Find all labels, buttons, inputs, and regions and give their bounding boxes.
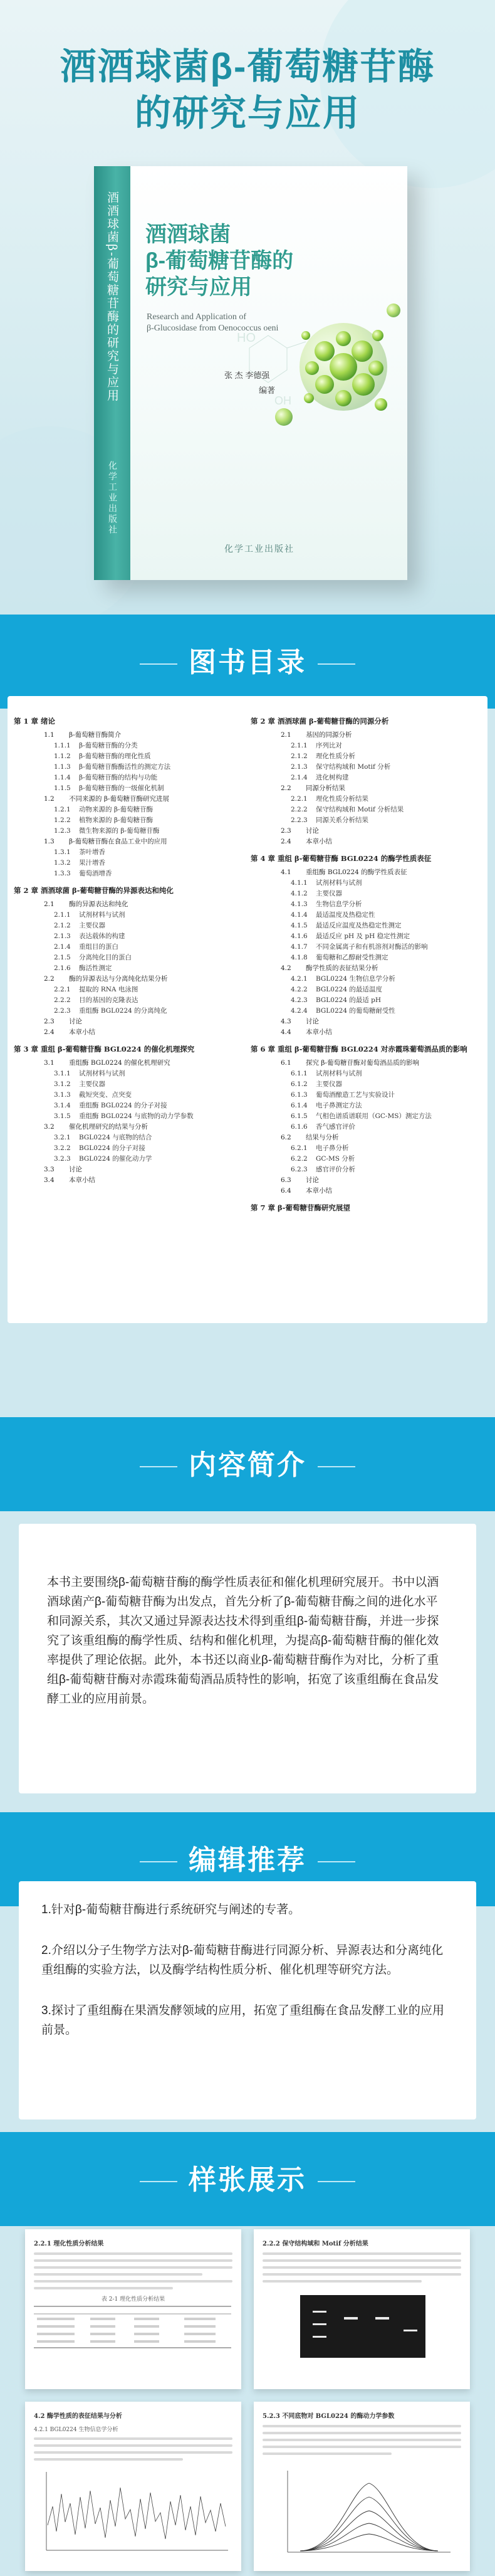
- toc-entry-text: 理化性质分析: [316, 752, 355, 760]
- toc-entry: [14, 942, 246, 953]
- toc-entry-number: 2.1.6: [54, 964, 71, 972]
- toc-entry-number: 1.1.5: [54, 784, 71, 792]
- toc-entry: [251, 805, 482, 815]
- toc-entry-text: BGL0224 的分子对接: [79, 1144, 145, 1152]
- cover-title-line3: 研究与应用: [145, 275, 252, 299]
- toc-entry-number: 2.1.1: [54, 911, 71, 919]
- toc-entry: [14, 1122, 246, 1132]
- toc-entry: [251, 942, 482, 953]
- sample-page-1-heading: 2.2.1 理化性质分析结果: [34, 2241, 104, 2247]
- toc-entry: [251, 899, 482, 910]
- toc-entry-number: 4.2.2: [291, 986, 308, 993]
- toc-entry: [14, 995, 246, 1006]
- toc-entry: [14, 931, 246, 942]
- toc-entry-number: 6.2: [281, 1134, 291, 1141]
- toc-entry-text: 不同金属离子和有机溶剂对酶活的影响: [316, 943, 428, 951]
- toc-entry-number: 6.4: [281, 1187, 291, 1195]
- toc-entry: [14, 794, 246, 805]
- toc-entry-text: 气相色谱质谱联用（GC-MS）测定方法: [316, 1112, 432, 1120]
- toc-entry-number: 2.2: [281, 784, 291, 792]
- toc-entry-text: 试剂材料与试剂: [79, 1070, 125, 1077]
- toc-entry-text: 催化机理研究的结果与分析: [69, 1123, 148, 1131]
- sample-page-2-figure: [263, 2292, 460, 2367]
- toc-entry-number: 1.3: [44, 838, 55, 845]
- toc-entry-number: 1.2.2: [54, 816, 71, 824]
- sample-page-3-subheading: 4.2.1 BGL0224 生物信息学分析: [34, 2427, 118, 2433]
- toc-entry-number: 4.1: [281, 868, 291, 876]
- toc-entry-number: 1.1.3: [54, 763, 71, 771]
- toc-chapter: 第 7 章 β-葡萄糖苷酶研究展望: [251, 1203, 350, 1212]
- toc-entry-number: 1.1: [44, 731, 55, 739]
- toc-entry-text: 香气感官评价: [316, 1123, 355, 1131]
- toc-chapter: 第 2 章 酒酒球菌 β-葡萄糖苷酶的同源分析: [251, 717, 389, 726]
- toc-entry: [14, 805, 246, 815]
- toc-entry-number: 4.1.6: [291, 932, 308, 940]
- toc-entry-text: β-葡萄糖苷酶酶活性的测定方法: [79, 763, 171, 771]
- toc-entry-number: 2.3: [44, 1018, 55, 1025]
- toc-entry: [14, 921, 246, 931]
- svg-text:HO: HO: [237, 331, 256, 345]
- toc-entry-text: 重组酶 BGL0224 的分离纯化: [79, 1007, 167, 1015]
- sample-page-1: [25, 2229, 241, 2389]
- toc-entry-number: 3.3: [44, 1166, 55, 1173]
- toc-entry: [14, 1143, 246, 1154]
- toc-entry-number: 6.1.3: [291, 1091, 308, 1099]
- toc-entry-number: 3.2: [44, 1123, 55, 1131]
- toc-entry: [14, 751, 246, 762]
- toc-entry-text: 保守结构域和 Motif 分析: [316, 763, 391, 771]
- book-front: [130, 166, 407, 580]
- toc-entry-text: 讨论: [306, 1018, 319, 1025]
- toc-entry: [251, 741, 482, 751]
- toc-entry: [251, 974, 482, 984]
- toc-entry-number: 4.1.8: [291, 954, 308, 961]
- toc-entry-text: 不同来源的 β-葡萄糖苷酶研究进展: [69, 795, 169, 803]
- toc-entry-text: 目的基因的克隆表达: [79, 996, 138, 1004]
- toc-entry-number: 3.1.5: [54, 1112, 71, 1120]
- toc-entry-number: 4.3: [281, 1018, 291, 1025]
- toc-entry-number: 1.3.3: [54, 870, 71, 877]
- toc-entry: [251, 995, 482, 1006]
- toc-entry-number: 2.2.2: [291, 806, 308, 813]
- toc-entry: [14, 1079, 246, 1090]
- toc-entry: [14, 847, 246, 858]
- toc-entry-text: 本章小结: [69, 1028, 95, 1036]
- recommend-list: [41, 1900, 455, 2061]
- toc-entry-text: 序列比对: [316, 742, 342, 749]
- toc-entry: [14, 1164, 246, 1175]
- toc-entry-text: 主要仪器: [79, 922, 105, 929]
- toc-entry: [251, 910, 482, 921]
- toc-entry: [14, 783, 246, 794]
- recommend-title: 编辑推荐: [0, 1837, 495, 1877]
- toc-entry-number: 1.2.3: [54, 827, 71, 835]
- toc-entry-text: 重组酶 BGL0224 的分子对接: [79, 1102, 167, 1109]
- toc-entry-text: 同源分析结果: [306, 784, 345, 792]
- hero-section: [0, 0, 495, 615]
- sample-page-3-heading: 4.2 酶学性质的表征结果与分析: [34, 2413, 122, 2420]
- toc-entry: [251, 773, 482, 783]
- toc-chapter: 第 1 章 绪论: [14, 717, 56, 726]
- toc-entry-text: β-葡萄糖苷酶的理化性质: [79, 752, 151, 760]
- toc-entry: [251, 1164, 482, 1175]
- toc-entry-number: 6.1.5: [291, 1112, 308, 1120]
- toc-entry-number: 4.2.3: [291, 996, 308, 1004]
- toc-entry-text: 动物来源的 β-葡萄糖苷酶: [79, 806, 153, 813]
- toc-entry: [14, 762, 246, 773]
- toc-entry-text: 重组酶 BGL0224 与底物的动力学参数: [79, 1112, 194, 1120]
- samples-banner: [0, 2132, 495, 2226]
- toc-chapter: 第 2 章 酒酒球菌 β-葡萄糖苷酶的异源表达和纯化: [14, 886, 174, 895]
- toc-entry-text: 重组目的蛋白: [79, 943, 118, 951]
- intro-title: 内容简介: [0, 1442, 495, 1482]
- toc-entry-number: 1.3.1: [54, 848, 71, 856]
- toc-entry: [251, 815, 482, 826]
- toc-entry-text: 电子鼻测定方法: [316, 1102, 362, 1109]
- toc-entry-number: 2.4: [44, 1028, 55, 1036]
- toc-entry-number: 4.1.7: [291, 943, 308, 951]
- toc-entry-text: 葡萄酒增香: [79, 870, 112, 877]
- toc-entry: [251, 730, 482, 741]
- toc-entry: [251, 837, 482, 847]
- toc-entry: [14, 1132, 246, 1143]
- toc-entry: [14, 963, 246, 974]
- toc-entry: [251, 1006, 482, 1016]
- sample-page-2: [254, 2229, 470, 2389]
- toc-entry-number: 2.1.1: [291, 742, 308, 749]
- toc-entry-text: β-葡萄糖苷酶的一级催化机制: [79, 784, 164, 792]
- toc-entry-text: BGL0224 的最适 pH: [316, 996, 382, 1004]
- toc-entry: [14, 837, 246, 847]
- toc-entry-text: BGL0224 生物信息学分析: [316, 975, 395, 983]
- toc-chapter: 第 4 章 重组 β-葡萄糖苷酶 BGL0224 的酶学性质表征: [251, 854, 432, 863]
- toc-entry: [251, 1111, 482, 1122]
- toc-entry-number: 1.1.4: [54, 774, 71, 781]
- intro-banner: [0, 1417, 495, 1511]
- cover-english-title: [147, 312, 335, 334]
- toc-entry-text: 探究 β-葡萄糖苷酶对葡萄酒品质的影响: [306, 1059, 419, 1067]
- toc-entry: [14, 974, 246, 984]
- toc-entry-number: 4.4: [281, 1028, 291, 1036]
- toc-entry-number: 6.1: [281, 1059, 291, 1067]
- toc-entry-text: BGL0224 的葡萄糖耐受性: [316, 1007, 395, 1015]
- toc-entry-number: 2.3: [281, 827, 291, 835]
- toc-entry-text: BGL0224 与底物的结合: [79, 1134, 152, 1141]
- toc-entry-number: 3.1.2: [54, 1080, 71, 1088]
- toc-entry-number: 2.1.2: [54, 922, 71, 929]
- toc-entry: [251, 963, 482, 974]
- toc-entry-number: 2.1: [281, 731, 291, 739]
- toc-entry-text: 葡萄糖和乙醇耐受性测定: [316, 954, 388, 961]
- toc-entry-number: 4.2.1: [291, 975, 308, 983]
- book-spine: [94, 166, 130, 580]
- cover-title-line1: 酒酒球菌: [145, 223, 231, 246]
- toc-entry-text: 讨论: [306, 1176, 319, 1184]
- toc-entry-number: 4.1.3: [291, 900, 308, 908]
- toc-entry-text: 理化性质分析结果: [316, 795, 368, 803]
- toc-entry: [251, 921, 482, 931]
- toc-entry-text: 讨论: [306, 827, 319, 835]
- toc-entry-number: 2.2.1: [291, 795, 308, 803]
- toc-entry-text: 截短突变、点突变: [79, 1091, 132, 1099]
- toc-entry-text: β-葡萄糖苷酶简介: [69, 731, 122, 739]
- toc-entry-text: β-葡萄糖苷酶的结构与功能: [79, 774, 158, 781]
- toc-entry-text: 结果与分析: [306, 1134, 339, 1141]
- toc-entry: [251, 1186, 482, 1196]
- toc-entry: [14, 868, 246, 879]
- toc-entry: [251, 1132, 482, 1143]
- toc-entry-number: 1.2: [44, 795, 55, 803]
- toc-entry: [251, 1143, 482, 1154]
- cover-edit-label: 编著: [259, 386, 276, 395]
- sample-page-1-table-title: 表 2-1 理化性质分析结果: [101, 2296, 165, 2303]
- toc-entry: [14, 1090, 246, 1101]
- toc-entry-text: 表达载体的构建: [79, 932, 125, 940]
- toc-entry: [14, 1154, 246, 1164]
- toc-entry-number: 3.2.2: [54, 1144, 71, 1152]
- toc-entry-number: 4.1.1: [291, 879, 308, 887]
- toc-entry-number: 1.1.2: [54, 752, 71, 760]
- toc-entry-text: 试剂材料与试剂: [316, 879, 362, 887]
- recommend-item-3: 3.探讨了重组酶在果酒发酵领域的应用，拓宽了重组酶在食品发酵工业的应用前景。: [41, 2004, 444, 2037]
- toc-entry-text: BGL0224 的催化动力学: [79, 1155, 152, 1163]
- toc-entry-number: 4.1.5: [291, 922, 308, 929]
- cover-title-line2: β-葡萄糖苷酶的: [145, 249, 294, 273]
- toc-entry-text: 主要仪器: [316, 1080, 342, 1088]
- toc-entry-number: 6.1.4: [291, 1102, 308, 1109]
- toc-entry: [14, 1027, 246, 1038]
- toc-entry-text: 分离纯化目的蛋白: [79, 954, 132, 961]
- hero-title-line1: 酒酒球菌β-葡萄糖苷酶: [60, 46, 435, 87]
- toc-entry-number: 3.1.1: [54, 1070, 71, 1077]
- toc-entry-number: 6.2.2: [291, 1155, 308, 1163]
- toc-entry: [251, 1175, 482, 1186]
- toc-entry-number: 3.2.3: [54, 1155, 71, 1163]
- toc-entry-number: 6.2.3: [291, 1166, 308, 1173]
- toc-entry-text: 葡萄酒酿造工艺与实验设计: [316, 1091, 395, 1099]
- toc-right-column: [251, 710, 482, 1217]
- toc-entry-number: 1.3.2: [54, 859, 71, 867]
- toc-entry-number: 2.4: [281, 838, 291, 845]
- cover-authors: 张 杰 李德强: [224, 371, 270, 380]
- toc-entry: [14, 899, 246, 910]
- toc-entry-text: GC-MS 分析: [316, 1155, 355, 1163]
- toc-entry-number: 2.1.4: [291, 774, 308, 781]
- toc-entry-text: 生物信息学分析: [316, 900, 362, 908]
- toc-entry-number: 1.1.1: [54, 742, 71, 749]
- recommend-item-2: 2.介绍以分子生物学方法对β-葡萄糖苷酶进行同源分析、异源表达和分离纯化重组酶的实验方法，以及酶学结构性质分析、催化机理等研究方法。: [41, 1944, 444, 1977]
- toc-entry-text: 酶的异源表达和纯化: [69, 900, 128, 908]
- toc-entry-text: β-葡萄糖苷酶在食品工业中的应用: [69, 838, 167, 845]
- toc-entry: [251, 1069, 482, 1079]
- toc-entry: [251, 783, 482, 794]
- toc-entry-number: 2.1.2: [291, 752, 308, 760]
- toc-entry-text: β-葡萄糖苷酶的分类: [79, 742, 138, 749]
- sample-page-3-figure: [34, 2469, 231, 2557]
- toc-entry-number: 2.1.5: [54, 954, 71, 961]
- toc-entry-text: 果汁增香: [79, 859, 105, 867]
- hero-title-line2: 的研究与应用: [134, 93, 360, 134]
- toc-entry-number: 4.2.4: [291, 1007, 308, 1015]
- toc-entry-text: 感官评价分析: [316, 1166, 355, 1173]
- sample-page-4-heading: 5.2.3 不同底物对 BGL0224 的酶动力学参数: [263, 2413, 395, 2420]
- toc-entry-number: 4.1.4: [291, 911, 308, 919]
- toc-entry: [251, 1090, 482, 1101]
- toc-entry-text: 植物来源的 β-葡萄糖苷酶: [79, 816, 153, 824]
- toc-entry: [251, 1154, 482, 1164]
- toc-entry-text: 重组酶 BGL0224 的催化机理研究: [69, 1059, 170, 1067]
- toc-entry-text: 讨论: [69, 1166, 82, 1173]
- toc-entry: [14, 1175, 246, 1186]
- toc-entry-number: 3.1.3: [54, 1091, 71, 1099]
- toc-entry-number: 3.2.1: [54, 1134, 71, 1141]
- toc-entry-number: 6.1.6: [291, 1123, 308, 1131]
- toc-entry-number: 1.2.1: [54, 806, 71, 813]
- toc-entry: [14, 741, 246, 751]
- toc-entry: [14, 984, 246, 995]
- toc-entry-text: 微生物来源的 β-葡萄糖苷酶: [79, 827, 160, 835]
- toc-entry: [251, 1101, 482, 1111]
- spine-title: 酒酒球菌β-葡萄糖苷酶的研究与应用: [105, 191, 119, 403]
- toc-banner: [0, 615, 495, 709]
- toc-entry-text: 试剂材料与试剂: [79, 911, 125, 919]
- toc-entry-text: 讨论: [69, 1018, 82, 1025]
- toc-entry: [251, 953, 482, 963]
- toc-entry-number: 2.2.3: [291, 816, 308, 824]
- sample-page-1-table: [34, 2305, 231, 2349]
- toc-entry: [251, 889, 482, 899]
- toc-entry: [14, 1111, 246, 1122]
- toc-entry: [14, 1101, 246, 1111]
- toc-entry: [251, 1016, 482, 1027]
- toc-entry: [14, 730, 246, 741]
- toc-entry-text: 酶的异源表达与分离纯化结果分析: [69, 975, 168, 983]
- toc-entry-text: 主要仪器: [79, 1080, 105, 1088]
- toc-entry: [251, 1122, 482, 1132]
- toc-entry: [251, 794, 482, 805]
- toc-entry: [14, 1016, 246, 1027]
- toc-entry-text: 酶活性测定: [79, 964, 112, 972]
- cover-english-line1: Research and Application of: [147, 312, 247, 322]
- toc-entry-number: 6.1.2: [291, 1080, 308, 1088]
- toc-entry-text: 本章小结: [306, 1028, 332, 1036]
- recommend-item-1: 1.针对β-葡萄糖苷酶进行系统研究与阐述的专著。: [41, 1903, 301, 1916]
- toc-entry-number: 2.1.4: [54, 943, 71, 951]
- toc-entry-number: 2.1.3: [291, 763, 308, 771]
- book-cover-image: [94, 166, 407, 580]
- toc-entry: [14, 815, 246, 826]
- samples-title: 样张展示: [0, 2157, 495, 2197]
- toc-entry: [251, 1058, 482, 1069]
- toc-entry-number: 4.2: [281, 964, 291, 972]
- toc-entry-text: 最适反应温度及热稳定性测定: [316, 922, 402, 929]
- toc-entry-number: 2.2.3: [54, 1007, 71, 1015]
- toc-entry-number: 2.1.3: [54, 932, 71, 940]
- toc-entry-text: 重组酶 BGL0224 的酶学性质表征: [306, 868, 407, 876]
- toc-entry: [14, 1058, 246, 1069]
- toc-entry: [14, 953, 246, 963]
- toc-entry: [251, 878, 482, 889]
- toc-entry: [251, 931, 482, 942]
- toc-entry-text: 主要仪器: [316, 890, 342, 897]
- toc-entry: [14, 1006, 246, 1016]
- toc-entry: [14, 1069, 246, 1079]
- toc-entry-number: 2.2.2: [54, 996, 71, 1004]
- toc-entry-number: 6.2.1: [291, 1144, 308, 1152]
- toc-entry: [14, 858, 246, 868]
- toc-entry-text: 试剂材料与试剂: [316, 1070, 362, 1077]
- sample-page-2-heading: 2.2.2 保守结构域和 Motif 分析结果: [263, 2241, 368, 2247]
- toc-entry: [251, 762, 482, 773]
- toc-entry-number: 3.1.4: [54, 1102, 71, 1109]
- toc-entry-text: 最适温度及热稳定性: [316, 911, 375, 919]
- toc-entry-number: 6.3: [281, 1176, 291, 1184]
- cover-english-line2: β-Glucosidase from Oenococcus oeni: [147, 324, 279, 333]
- toc-entry: [251, 1027, 482, 1038]
- toc-entry-text: 保守结构域和 Motif 分析结果: [316, 806, 404, 813]
- cover-title: [145, 221, 333, 300]
- toc-entry-text: 最适反应 pH 及 pH 稳定性测定: [316, 932, 410, 940]
- hero-title: [0, 44, 495, 137]
- toc-entry-text: 本章小结: [306, 1187, 332, 1195]
- toc-entry-text: 同源关系分析结果: [316, 816, 368, 824]
- toc-entry-number: 6.1.1: [291, 1070, 308, 1077]
- toc-entry-text: 进化树构建: [316, 774, 349, 781]
- toc-entry-text: 茶叶增香: [79, 848, 105, 856]
- toc-entry: [14, 826, 246, 837]
- toc-entry-number: 2.2: [44, 975, 55, 983]
- cover-publisher: 化学工业出版社: [224, 544, 294, 554]
- toc-entry: [251, 751, 482, 762]
- intro-text: 本书主要围绕β-葡萄糖苷酶的酶学性质表征和催化机理研究展开。书中以酒酒球菌产β-葡萄糖苷酶为出发点，首先分析了β-葡萄糖苷酶之间的进化水平和同源关系，其次又通过异源表达技术得到重组β-葡萄糖苷酶，并进一步探究了该重组酶的酶学性质、结构和催化机理，为提高β-葡萄糖苷酶的催化效率提供了理论依据。此外，本书还以商业β-葡萄糖苷酶作为对比，分析了重组β-葡萄糖苷酶对赤霞珠葡萄酒品质特性的影响，拓宽了该重组酶在食品发酵工业的应用前景。: [47, 1576, 439, 1706]
- sample-page-3: [25, 2402, 241, 2571]
- toc-entry-text: 酶学性质的表征结果分析: [306, 964, 378, 972]
- spine-publisher: 化学工业出版社: [108, 461, 118, 536]
- toc-entry-number: 3.1: [44, 1059, 55, 1067]
- svg-text:OH: OH: [274, 394, 291, 407]
- toc-entry: [251, 1079, 482, 1090]
- toc-entry-text: 提取的 RNA 电泳图: [79, 986, 138, 993]
- toc-entry: [251, 867, 482, 878]
- toc-chapter: 第 6 章 重组 β-葡萄糖苷酶 BGL0224 对赤霞珠葡萄酒品质的影响: [251, 1045, 467, 1053]
- toc-entry-number: 2.2.1: [54, 986, 71, 993]
- toc-entry-text: 本章小结: [69, 1176, 95, 1184]
- toc-entry: [251, 984, 482, 995]
- toc-entry-text: 基因的同源分析: [306, 731, 352, 739]
- sample-page-4: [254, 2402, 470, 2571]
- toc-title: 图书目录: [0, 640, 495, 680]
- toc-left-column: [14, 710, 246, 1186]
- toc-entry: [251, 826, 482, 837]
- toc-entry-number: 3.4: [44, 1176, 55, 1184]
- toc-entry-number: 4.1.2: [291, 890, 308, 897]
- toc-entry-text: BGL0224 的最适温度: [316, 986, 382, 993]
- toc-entry: [14, 773, 246, 783]
- sample-page-4-figure: [263, 2464, 460, 2558]
- toc-entry: [14, 910, 246, 921]
- toc-entry-text: 本章小结: [306, 838, 332, 845]
- toc-entry-number: 2.1: [44, 900, 55, 908]
- toc-chapter: 第 3 章 重组 β-葡萄糖苷酶 BGL0224 的催化机理探究: [14, 1045, 195, 1053]
- toc-entry-text: 电子鼻分析: [316, 1144, 349, 1152]
